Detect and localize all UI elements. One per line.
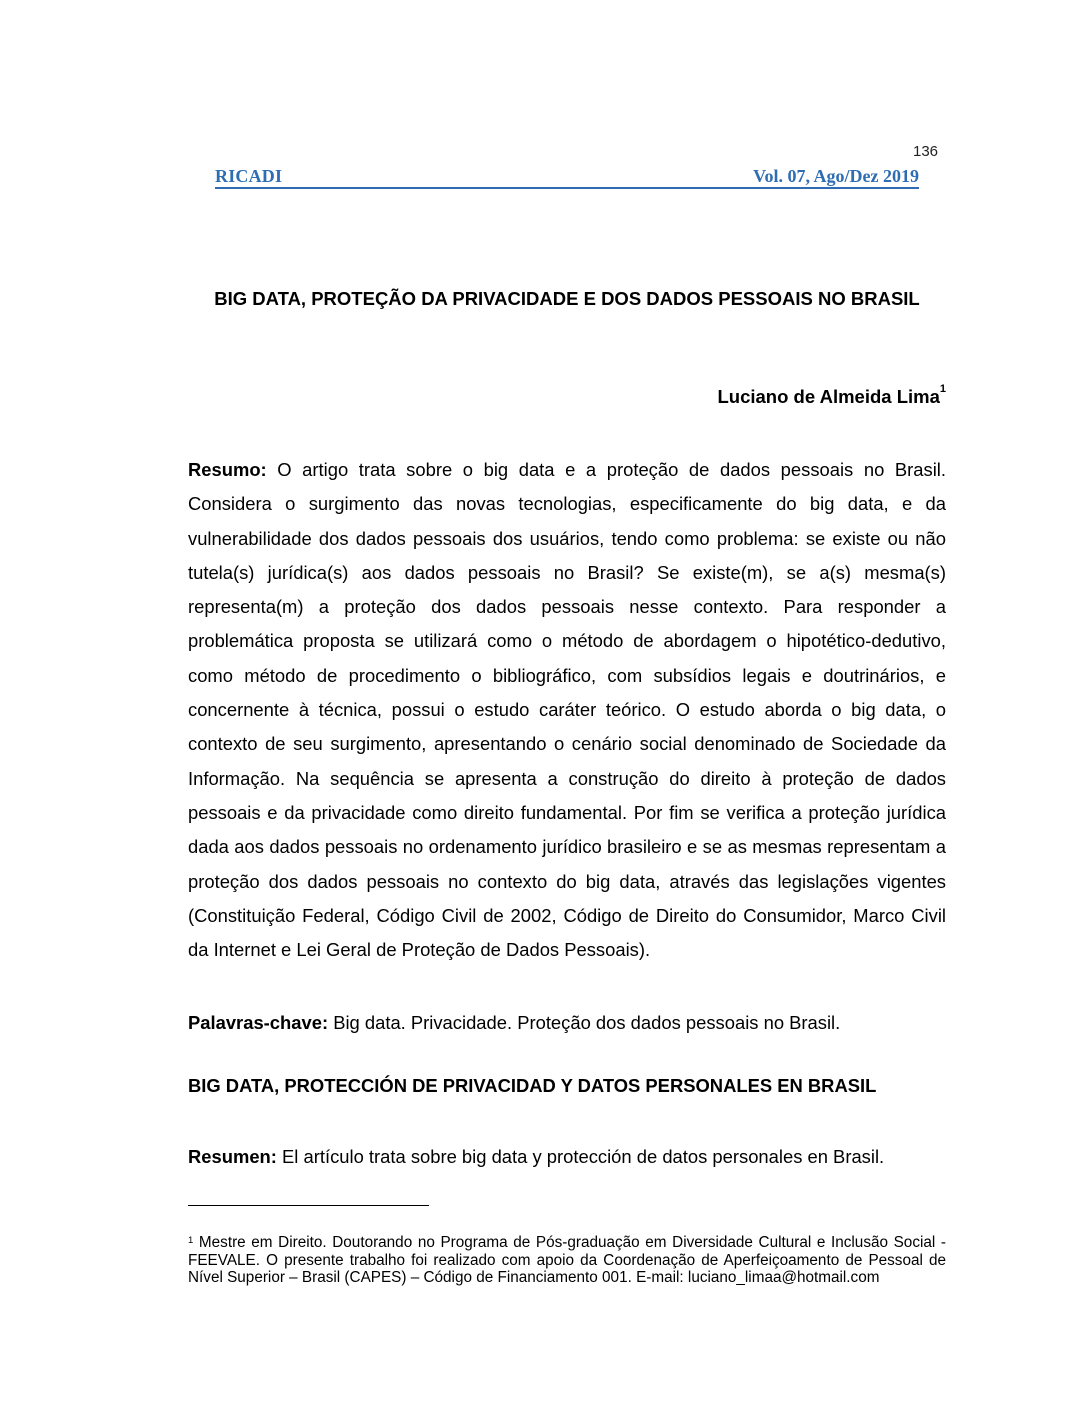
abstract-text: O artigo trata sobre o big data e a proteção de dados pessoais no Brasil. Considera o surgimento das novas tecnologias, especificamente do big data, e da vulnerabilidade dos dados pessoais dos usuários, tendo como problema: se existe ou não tutela(s) jurídica(s) aos dados pessoais no Brasil? Se existe(m), se a(s) mesma(s) representa(m) a proteção dos dados pessoais nesse contexto. Para responder a problemática proposta se utilizará como o método de abordagem o hipotético-dedutivo, como método de procedimento o bibliográfico, com subsídios legais e doutrinários, e concernente à técnica, possui o estudo caráter teórico. O estudo aborda o big data, o contexto de seu surgimento, apresentando o cenário social denominado de Sociedade da Informação. Na sequência se apresenta a construção do direito à proteção de dados pessoais e da privacidade como direito fundamental. Por fim se verifica a proteção jurídica dada aos dados pessoais no ordenamento jurídico brasileiro e se as mesmas representam a proteção dos dados pessoais no contexto do big data, através das legislações vigentes (Constituição Federal, Código Civil de 2002, Código de Direito do Consumidor, Marco Civil da Internet e Lei Geral de Proteção de Dados Pessoais). <box>188 459 946 961</box>
resumen-text: El artículo trata sobre big data y protección de datos personales en Brasil. <box>276 1146 885 1167</box>
resumen <box>188 1146 946 1168</box>
keywords-text: Big data. Privacidade. Proteção dos dados pessoais no Brasil. <box>328 1012 841 1033</box>
resumen-label: Resumen: <box>188 1146 277 1167</box>
keywords <box>188 1006 946 1040</box>
footnote-mark: 1 <box>188 1235 194 1246</box>
keywords-label: Palavras-chave: <box>188 1012 329 1033</box>
journal-volume: Vol. 07, Ago/Dez 2019 <box>753 166 919 186</box>
article-title: BIG DATA, PROTEÇÃO DA PRIVACIDADE E DOS DADOS PESSOAIS NO BRASIL <box>214 288 920 309</box>
footnote-text: Mestre em Direito. Doutorando no Programa de Pós-graduação em Diversidade Cultural e Inclusão Social - FEEVALE. O presente trabalho foi realizado com apoio da Coordenação de Aperfeiçoamento de Pessoal de Nível Superior – Brasil (CAPES) – Código de Financiamento 001. E-mail: luciano_limaa@hotmail.com <box>188 1234 946 1286</box>
page-number: 136 <box>913 143 939 160</box>
abstract-label: Resumo: <box>188 459 267 480</box>
author-name: Luciano de Almeida Lima <box>717 386 940 407</box>
spanish-title: BIG DATA, PROTECCIÓN DE PRIVACIDAD Y DATOS PERSONALES EN BRASIL <box>188 1075 877 1096</box>
footnote <box>188 1234 946 1287</box>
running-header <box>215 163 919 189</box>
footnote-reference[interactable]: 1 <box>939 383 946 395</box>
journal-name: RICADI <box>215 166 283 186</box>
author-line <box>717 383 946 408</box>
footnote-separator <box>188 1205 429 1206</box>
abstract <box>188 453 946 967</box>
